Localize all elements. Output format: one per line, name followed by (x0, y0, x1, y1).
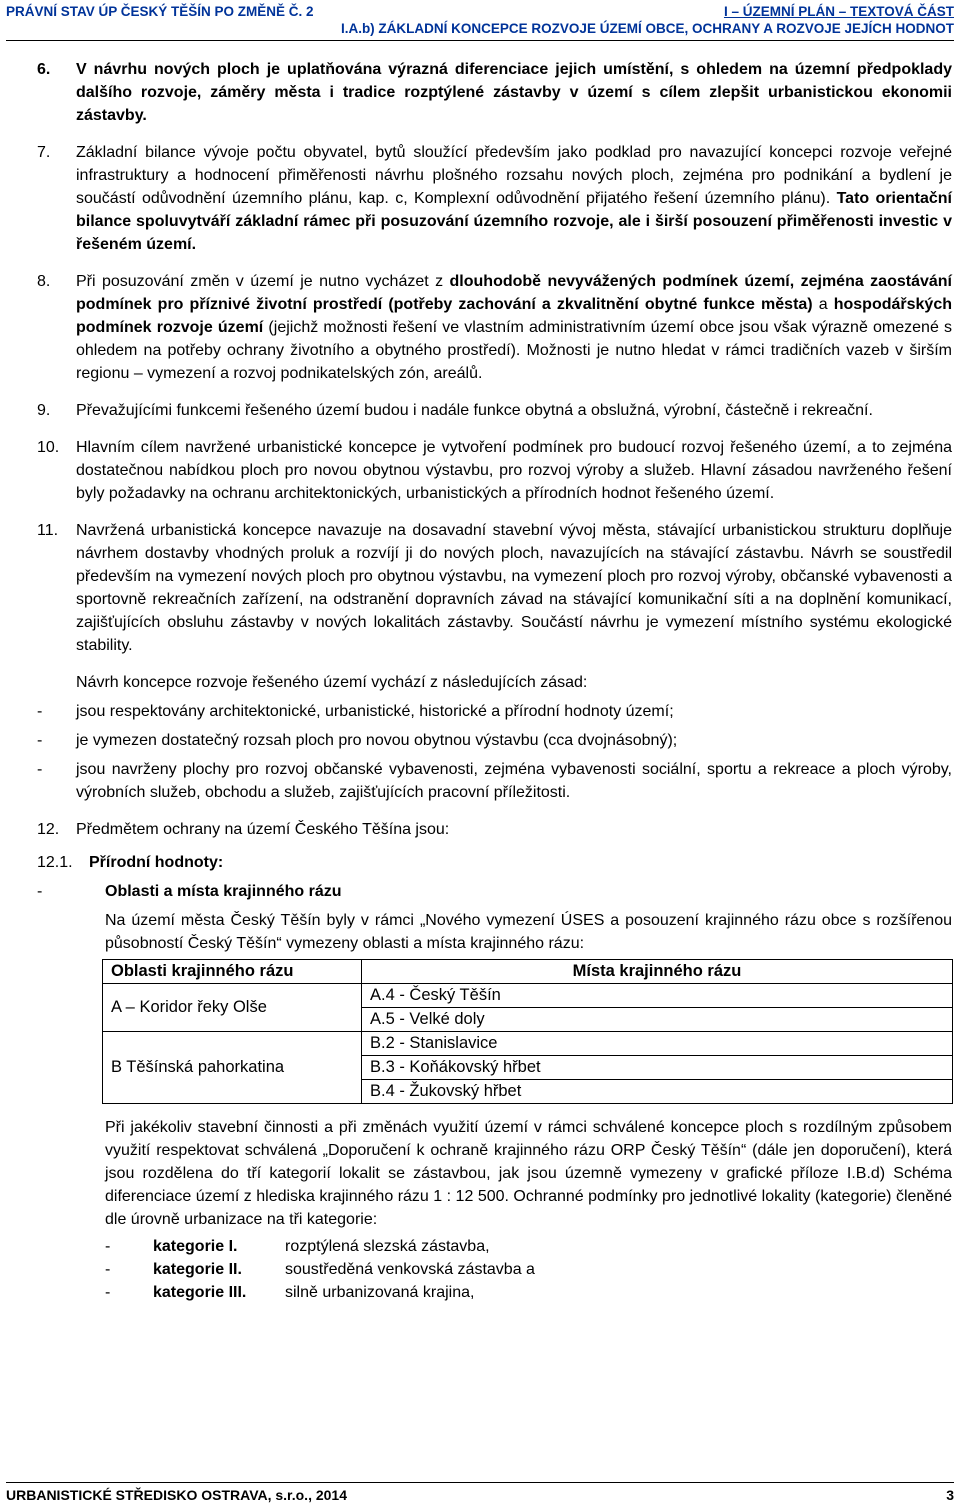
category-description: rozptýlená slezská zástavba, (285, 1238, 490, 1255)
list-dash: - (105, 1261, 111, 1278)
closing-text: Při jakékoliv stavební činnosti a při změnách využití území v rámci schválené koncepce ploch s rozdílným způsobem využití respektovat schválená „Doporučení k ochraně krajinného rázu ORP Český Těšín“ (dále jen doporučení), která jsou rozdělena do tří kategorií lokalit se zástavbou, jak jsou územně vymezeny v grafické příloze I.B.d) Schéma diferenciace území z hlediska krajinného rázu 1 : 12 500. Ochranné podmínky pro jednotlivé lokality (kategorie) členěné dle úrovně urbanizace na tři kategorie: (105, 1119, 952, 1228)
landscape-intro-text: Na území města Český Těšín byly v rámci „Nového vymezení ÚSES a posouzení krajinného rázu obce s rozšířenou působností Český Těšín“ vymezeny oblasti a místa krajinného rázu: (105, 912, 952, 952)
landscape-table (102, 959, 953, 1104)
table-row (103, 984, 953, 1008)
principle-item: - jsou respektovány architektonické, urbanistické, historické a přírodní hodnoty území; (37, 703, 674, 720)
page-footer (6, 1486, 954, 1504)
paragraph-number: 8. (37, 273, 51, 290)
paragraph-text: Převažujícími funkcemi řešeného území budou i nadále funkce obytná a obslužná, výrobní, částečně i rekreační. (76, 402, 873, 419)
category-item (105, 1235, 952, 1258)
footer-divider (6, 1482, 954, 1483)
paragraph-8 (37, 270, 952, 385)
list-dash: - (105, 1284, 111, 1301)
category-label: kategorie I. (153, 1238, 238, 1255)
table-header-areas: Oblasti krajinného rázu (103, 960, 362, 984)
paragraph-text: Navržená urbanistická koncepce navazuje na dosavadní stavební vývoj města, stávající urbanistickou strukturu doplňuje návrhem dostavby vhodných proluk a rozvíjí ji do nových ploch, navazujících na stávající zástavbu. Návrh se soustředil především na vymezení nových ploch pro obytnou výstavbu, na vymezení ploch pro rozvoj výroby, občanské vybavenosti a sportovně rekreačních zařízení, na odstranění dopravních závad na stávající komunikační síti a na doplnění komunikací, zajišťujících obsluhu zástavby v nových lokalitách zástavby. Součástí návrhu je vymezení místního systému ekologické stability. (76, 522, 952, 654)
paragraph-11 (37, 519, 952, 657)
paragraph-12 (37, 818, 952, 841)
category-description: silně urbanizovaná krajina, (285, 1284, 475, 1301)
page-number: 3 (946, 1487, 954, 1503)
table-cell-place: B.2 - Stanislavice (362, 1032, 953, 1056)
table-cell-place: B.4 - Žukovský hřbet (362, 1080, 953, 1104)
subsection-12-1 (37, 851, 952, 874)
category-label: kategorie II. (153, 1261, 242, 1278)
paragraph-7 (37, 141, 952, 256)
paragraph-text-bold: dlouhodobě nevyvážených podmínek území, zejména zaostávání podmínek pro příznivé životní prostředí (potřeby zachování a zkvalitnění obytné funkce města) (76, 273, 952, 313)
paragraph-text: (jejichž možnosti řešení ve vlastním administrativním území obce jsou však výrazně omezené s ohledem na potřeby ochrany životního a obytného prostředí). Možnosti je nutno hledat v rámci tradičních vazeb v širším regionu – vymezení a rozvoj podnikatelských zón, areálů. (76, 319, 953, 382)
paragraph-number: 9. (37, 402, 51, 419)
paragraph-number: 7. (37, 144, 51, 161)
principles-intro (37, 671, 952, 694)
subsection-title: Přírodní hodnoty: (89, 854, 224, 871)
paragraph-text: Hlavním cílem navržené urbanistické koncepce je vytvoření podmínek pro budoucí rozvoj řešeného území, a to zejména dostatečnou nabídkou ploch pro novou obytnou výstavbu, pro rozvoj výroby a služeb. Hlavní zásadou navrženého řešení byly požadavky na ochranu architektonických, urbanistických a přírodních hodnot řešeného území. (76, 439, 952, 502)
category-label: kategorie III. (153, 1284, 247, 1301)
header-document-title: PRÁVNÍ STAV ÚP ČESKÝ TĚŠÍN PO ZMĚNĚ Č. 2 (6, 4, 314, 19)
category-description: soustředěná venkovská zástavba a (285, 1261, 535, 1278)
principle-item: - jsou navrženy plochy pro rozvoj občanské vybavenosti, zejména vybavenosti sociální, sportu a rekreace a ploch výroby, výrobních služeb, obchodu a služeb, zajišťujících pracovní příležitosti. (37, 761, 952, 801)
paragraph-number: 10. (37, 439, 60, 456)
closing-paragraph (105, 1116, 952, 1231)
table-cell-place: A.4 - Český Těšín (362, 984, 953, 1008)
paragraph-number: 11. (37, 522, 59, 539)
table-cell-area: B Těšínská pahorkatina (103, 1032, 362, 1104)
paragraph-text-bold: Tato orientační bilance spoluvytváří základní rámec při posuzování územního rozvoje, ale i širší posouzení přiměřenosti investic v řešeném území. (76, 190, 953, 253)
principles-intro-text: Návrh koncepce rozvoje řešeného území vychází z následujících zásad: (76, 674, 588, 691)
paragraph-text: V návrhu nových ploch je uplatňována výrazná diferenciace jejich umístění, s ohledem na územní předpoklady dalšího rozvoje, záměry města i tradice rozptýlené zástavby v území s cílem zlepšit urbanistickou ekonomii zástavby. (76, 61, 952, 124)
table-header-row (103, 960, 953, 984)
paragraph-text-bold: hospodářských podmínek rozvoje území (76, 296, 952, 336)
paragraph-10 (37, 436, 952, 505)
paragraph-number: 12. (37, 821, 60, 838)
principle-text: je vymezen dostatečný rozsah ploch pro novou obytnou výstavbu (cca dvojnásobný); (76, 732, 678, 749)
principle-item: - je vymezen dostatečný rozsah ploch pro novou obytnou výstavbu (cca dvojnásobný); (37, 732, 678, 749)
list-dash: - (105, 1238, 111, 1255)
landscape-intro (105, 909, 952, 955)
landscape-heading-text: Oblasti a místa krajinného rázu (105, 883, 342, 900)
table-header-places: Místa krajinného rázu (362, 960, 953, 984)
list-dash: - (37, 883, 43, 900)
paragraph-number: 6. (37, 61, 51, 78)
principle-text: jsou respektovány architektonické, urbanistické, historické a přírodní hodnoty území; (76, 703, 674, 720)
paragraph-6 (37, 58, 952, 127)
document-body (37, 58, 952, 1304)
category-item (105, 1281, 952, 1304)
table-cell-area: A – Koridor řeky Olše (103, 984, 362, 1032)
paragraph-text: Předmětem ochrany na území Českého Těšína jsou: (76, 821, 450, 838)
table-cell-place: A.5 - Velké doly (362, 1008, 953, 1032)
principle-text: jsou navrženy plochy pro rozvoj občanské vybavenosti, zejména vybavenosti sociální, sportu a rekreace a ploch výroby, výrobních služeb, obchodu a služeb, zajišťujících pracovní příležitosti. (76, 761, 952, 801)
paragraph-9 (37, 399, 952, 422)
header-divider (6, 40, 954, 41)
table-row (103, 1032, 953, 1056)
footer-company: URBANISTICKÉ STŘEDISKO OSTRAVA, s.r.o., 2014 (6, 1487, 347, 1503)
header-section-title: I – ÚZEMNÍ PLÁN – TEXTOVÁ ČÁST (723, 4, 954, 19)
subsection-number: 12.1. (37, 854, 73, 871)
paragraph-text: Základní bilance vývoje počtu obyvatel, bytů sloužící především jako podklad pro navazující koncepci rozvoje veřejné infrastruktury a hodnocení přiměřenosti návrhu plošného rozsahu nových ploch, zejména pro podnikání a bydlení je součástí odůvodnění územního plánu, kap. c, Komplexní odůvodnění přijatého řešení územního plánu). (76, 144, 952, 207)
landscape-heading (37, 880, 952, 903)
header-chapter-title: I.A.b) ZÁKLADNÍ KONCEPCE ROZVOJE ÚZEMÍ OBCE, OCHRANY A ROZVOJE JEJÍCH HODNOT (340, 21, 954, 36)
paragraph-text: Při posuzování změn v území je nutno vycházet z (76, 273, 450, 290)
table-cell-place: B.3 - Koňákovský hřbet (362, 1056, 953, 1080)
category-item (105, 1258, 952, 1281)
paragraph-text: a (812, 296, 834, 313)
page-header (6, 3, 954, 37)
